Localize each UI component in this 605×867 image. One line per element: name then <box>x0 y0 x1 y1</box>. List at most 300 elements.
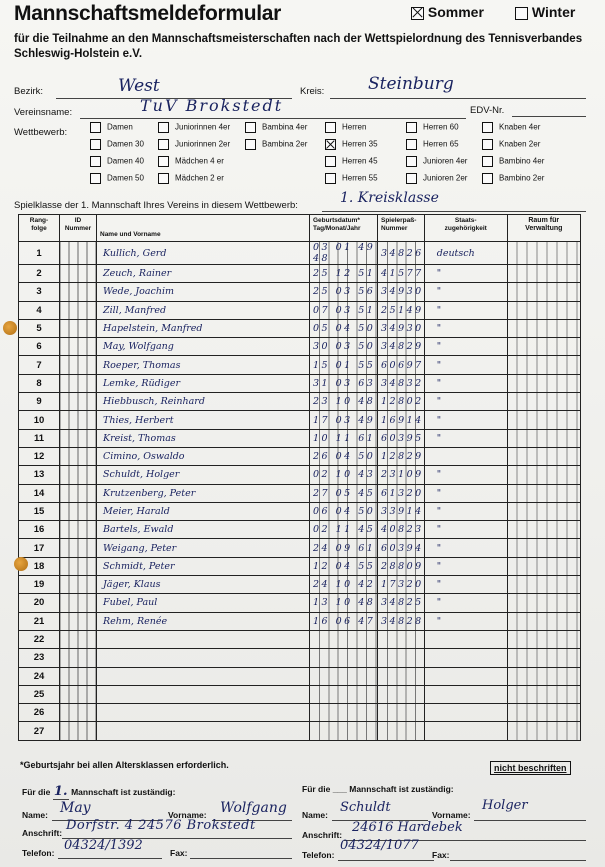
pass-number-cell[interactable]: 34930 <box>378 283 425 301</box>
nationality-cell[interactable]: " <box>424 557 507 575</box>
admin-cell <box>507 649 580 667</box>
wettbewerb-checkbox[interactable] <box>158 173 169 184</box>
birthdate-cell[interactable]: 17 03 49 <box>310 411 378 429</box>
pass-number-cell[interactable]: 41577 <box>378 265 425 283</box>
wettbewerb-option[interactable] <box>158 173 224 184</box>
rank-cell: 7 <box>19 356 60 374</box>
wettbewerb-option[interactable] <box>90 139 144 150</box>
name-cell[interactable]: Hapelstein, Manfred <box>97 319 310 337</box>
wettbewerb-checkbox[interactable] <box>158 156 169 167</box>
verein-label: Vereinsname: <box>14 107 73 118</box>
nationality-cell[interactable] <box>424 704 507 722</box>
name-cell[interactable]: Krutzenberg, Peter <box>97 484 310 502</box>
wettbewerb-option[interactable] <box>158 122 230 133</box>
rank-cell: 26 <box>19 704 60 722</box>
nationality-cell[interactable]: " <box>424 356 507 374</box>
punch-hole-bottom <box>14 557 28 571</box>
wettbewerb-option-label: Mädchen 4 er <box>175 156 224 166</box>
name-cell[interactable]: Schmidt, Peter <box>97 557 310 575</box>
nicht-beschriften-box: nicht beschriften <box>490 761 571 775</box>
col-name: Name und Vorname <box>97 215 310 242</box>
id-cell[interactable] <box>60 283 97 301</box>
pass-number-cell[interactable]: 28809 <box>378 557 425 575</box>
nationality-cell[interactable]: " <box>424 301 507 319</box>
wettbewerb-checkbox[interactable] <box>90 122 101 133</box>
wettbewerb-checkbox[interactable] <box>482 122 493 133</box>
pass-number-cell[interactable]: 12802 <box>378 393 425 411</box>
wettbewerb-checkbox[interactable] <box>406 122 417 133</box>
name-cell[interactable]: Schuldt, Holger <box>97 466 310 484</box>
wettbewerb-option[interactable] <box>245 122 307 133</box>
birthdate-cell[interactable] <box>310 704 378 722</box>
birthdate-cell[interactable] <box>310 722 378 740</box>
left-telefon-value[interactable]: 04324/1392 <box>64 838 143 853</box>
birthdate-cell[interactable]: 06 04 50 <box>310 502 378 520</box>
id-cell[interactable] <box>60 539 97 557</box>
left-name-value[interactable]: May <box>60 800 91 816</box>
edv-label: EDV-Nr. <box>470 105 505 116</box>
id-cell[interactable] <box>60 429 97 447</box>
pass-number-cell[interactable]: 34829 <box>378 338 425 356</box>
nationality-cell[interactable]: " <box>424 502 507 520</box>
wettbewerb-option[interactable] <box>158 156 224 167</box>
wettbewerb-checkbox[interactable] <box>245 122 256 133</box>
name-cell[interactable]: Thies, Herbert <box>97 411 310 429</box>
wettbewerb-option-label: Junioren 4er <box>423 156 468 166</box>
rank-cell: 14 <box>19 484 60 502</box>
rank-cell: 24 <box>19 667 60 685</box>
wettbewerb-option-label: Bambino 4er <box>499 156 545 166</box>
rank-cell: 17 <box>19 539 60 557</box>
id-cell[interactable] <box>60 630 97 648</box>
wettbewerb-option[interactable] <box>158 139 230 150</box>
wettbewerb-checkbox[interactable] <box>482 139 493 150</box>
table-row <box>19 630 581 648</box>
rank-cell: 16 <box>19 521 60 539</box>
rank-cell: 25 <box>19 685 60 703</box>
name-cell[interactable]: Zill, Manfred <box>97 301 310 319</box>
pass-number-cell[interactable]: 34826 <box>378 242 425 265</box>
birthdate-cell[interactable]: 15 01 55 <box>310 356 378 374</box>
wettbewerb-option-label: Damen 50 <box>107 173 144 183</box>
admin-cell <box>507 667 580 685</box>
admin-cell <box>507 447 580 465</box>
id-cell[interactable] <box>60 356 97 374</box>
wettbewerb-option[interactable] <box>90 156 144 167</box>
nationality-cell[interactable] <box>424 685 507 703</box>
name-cell[interactable]: Meier, Harald <box>97 502 310 520</box>
col-rang: Rang- folge <box>19 215 60 242</box>
left-vorname-value[interactable]: Wolfgang <box>220 800 287 816</box>
nationality-cell[interactable]: " <box>424 484 507 502</box>
wettbewerb-checkbox[interactable] <box>158 139 169 150</box>
id-cell[interactable] <box>60 649 97 667</box>
birthdate-cell[interactable]: 25 12 51 <box>310 265 378 283</box>
rank-cell: 19 <box>19 576 60 594</box>
wettbewerb-option-label: Herren 60 <box>423 122 459 132</box>
nationality-cell[interactable]: " <box>424 539 507 557</box>
wettbewerb-option[interactable] <box>90 173 144 184</box>
pass-number-cell[interactable]: 25149 <box>378 301 425 319</box>
nationality-cell[interactable] <box>424 667 507 685</box>
rank-cell: 9 <box>19 393 60 411</box>
bezirk-value[interactable]: West <box>118 76 160 96</box>
wettbewerb-option-label: Knaben 4er <box>499 122 541 132</box>
table-row <box>19 429 581 447</box>
wettbewerb-checkbox[interactable] <box>406 156 417 167</box>
nationality-cell[interactable]: " <box>424 265 507 283</box>
left-fax-label: Fax: <box>170 848 188 858</box>
nationality-cell[interactable]: " <box>424 393 507 411</box>
nationality-cell[interactable]: " <box>424 466 507 484</box>
admin-cell <box>507 301 580 319</box>
id-cell[interactable] <box>60 301 97 319</box>
nationality-cell[interactable]: " <box>424 338 507 356</box>
wettbewerb-option-label: Bambino 2er <box>499 173 545 183</box>
left-contact-title: Für die 1. Mannschaft ist zuständig: <box>22 784 176 799</box>
wettbewerb-option-label: Herren 55 <box>342 173 378 183</box>
rank-cell: 12 <box>19 447 60 465</box>
id-cell[interactable] <box>60 685 97 703</box>
id-cell[interactable] <box>60 576 97 594</box>
name-cell[interactable] <box>97 685 310 703</box>
wettbewerb-checkbox[interactable] <box>482 173 493 184</box>
birthdate-cell[interactable] <box>310 667 378 685</box>
birthdate-cell[interactable] <box>310 685 378 703</box>
admin-cell <box>507 521 580 539</box>
col-verwaltung: Raum für Verwaltung <box>507 215 580 242</box>
col-staat: Staats- zugehörigkeit <box>424 215 507 242</box>
name-cell[interactable] <box>97 667 310 685</box>
birthdate-cell[interactable]: 10 11 61 <box>310 429 378 447</box>
name-cell[interactable]: Wede, Joachim <box>97 283 310 301</box>
id-cell[interactable] <box>60 557 97 575</box>
left-anschrift-label: Anschrift: <box>22 828 63 838</box>
col-spielerpass: Spielerpaß- Nummer <box>378 215 425 242</box>
birthdate-cell[interactable]: 12 04 55 <box>310 557 378 575</box>
pass-number-cell[interactable]: 33914 <box>378 502 425 520</box>
admin-cell <box>507 466 580 484</box>
birthdate-cell[interactable]: 07 03 51 <box>310 301 378 319</box>
name-cell[interactable] <box>97 649 310 667</box>
birthdate-cell[interactable]: 31 03 63 <box>310 374 378 392</box>
nationality-cell[interactable]: " <box>424 429 507 447</box>
wettbewerb-checkbox[interactable] <box>406 139 417 150</box>
name-cell[interactable]: Kreist, Thomas <box>97 429 310 447</box>
name-cell[interactable]: Hiebbusch, Reinhard <box>97 393 310 411</box>
birthdate-cell[interactable]: 05 04 50 <box>310 319 378 337</box>
winter-label: Winter <box>531 4 576 20</box>
nationality-cell[interactable]: " <box>424 521 507 539</box>
right-contact-title: Für die ___ Mannschaft ist zuständig: <box>302 784 454 794</box>
wettbewerb-option[interactable] <box>325 122 366 133</box>
wettbewerb-option[interactable] <box>482 122 540 133</box>
kreis-value[interactable]: Steinburg <box>368 74 454 94</box>
nationality-cell[interactable]: " <box>424 374 507 392</box>
admin-cell <box>507 704 580 722</box>
wettbewerb-option[interactable] <box>90 122 133 133</box>
edv-line <box>512 116 586 117</box>
wettbewerb-checkbox[interactable] <box>325 139 336 150</box>
right-anschrift-label: Anschrift: <box>302 830 343 840</box>
wettbewerb-option-label: Herren <box>342 122 367 132</box>
wettbewerb-option-label: Bambina 2er <box>262 139 308 149</box>
table-row <box>19 539 581 557</box>
table-row <box>19 242 581 265</box>
right-telefon-value[interactable]: 04324/1077 <box>340 838 419 853</box>
admin-cell <box>507 502 580 520</box>
nationality-cell[interactable]: " <box>424 594 507 612</box>
rank-cell: 13 <box>19 466 60 484</box>
id-cell[interactable] <box>60 265 97 283</box>
name-cell[interactable] <box>97 704 310 722</box>
pass-number-cell[interactable]: 60697 <box>378 356 425 374</box>
table-row <box>19 594 581 612</box>
id-cell[interactable] <box>60 319 97 337</box>
nationality-cell[interactable] <box>424 649 507 667</box>
id-cell[interactable] <box>60 393 97 411</box>
right-anschrift-value[interactable]: 24616 Hardebek <box>352 820 463 835</box>
birthdate-cell[interactable]: 02 11 45 <box>310 521 378 539</box>
wettbewerb-option[interactable] <box>406 156 467 167</box>
wettbewerb-option-label: Bambina 4er <box>262 122 308 132</box>
right-telefon-label: Telefon: <box>302 850 335 860</box>
intro-text: für die Teilnahme an den Mannschaftsmeisterschaften nach der Wettspielordnung des Tennisverbandes Schleswig-Holstein e.V. <box>14 33 583 60</box>
id-cell[interactable] <box>60 374 97 392</box>
winter-checkbox[interactable] <box>515 7 528 20</box>
pass-number-cell[interactable]: 34828 <box>378 612 425 630</box>
wettbewerb-checkbox[interactable] <box>482 156 493 167</box>
wettbewerb-option-label: Mädchen 2 er <box>175 173 224 183</box>
wettbewerb-option[interactable] <box>406 139 459 150</box>
name-cell[interactable]: Bartels, Ewald <box>97 521 310 539</box>
id-cell[interactable] <box>60 484 97 502</box>
pass-number-cell[interactable] <box>378 649 425 667</box>
birthdate-cell[interactable]: 16 06 47 <box>310 612 378 630</box>
birthdate-cell[interactable]: 02 10 43 <box>310 466 378 484</box>
nationality-cell[interactable]: " <box>424 576 507 594</box>
rank-cell: 15 <box>19 502 60 520</box>
rank-cell: 22 <box>19 630 60 648</box>
wettbewerb-checkbox[interactable] <box>158 122 169 133</box>
table-row <box>19 283 581 301</box>
sommer-option[interactable] <box>411 4 484 20</box>
pass-number-cell[interactable]: 40823 <box>378 521 425 539</box>
birthdate-cell[interactable]: 24 09 61 <box>310 539 378 557</box>
wettbewerb-option-label: Damen 30 <box>107 139 144 149</box>
name-cell[interactable]: Fubel, Paul <box>97 594 310 612</box>
right-fax-label: Fax: <box>432 850 450 860</box>
pass-number-cell[interactable] <box>378 685 425 703</box>
nationality-cell[interactable]: " <box>424 283 507 301</box>
name-cell[interactable]: Kullich, Gerd <box>97 242 310 265</box>
nationality-cell[interactable]: deutsch <box>424 242 507 265</box>
sommer-label: Sommer <box>427 4 484 20</box>
nationality-cell[interactable] <box>424 722 507 740</box>
punch-hole-top <box>3 321 17 335</box>
admin-cell <box>507 630 580 648</box>
id-cell[interactable] <box>60 447 97 465</box>
team-table <box>18 214 581 741</box>
name-cell[interactable]: Roeper, Thomas <box>97 356 310 374</box>
name-cell[interactable]: Lemke, Rüdiger <box>97 374 310 392</box>
wettbewerb-checkbox[interactable] <box>90 156 101 167</box>
nationality-cell[interactable]: " <box>424 319 507 337</box>
sommer-checkbox[interactable] <box>411 7 424 20</box>
name-cell[interactable]: Jäger, Klaus <box>97 576 310 594</box>
wettbewerb-option[interactable] <box>325 173 378 184</box>
nationality-cell[interactable] <box>424 447 507 465</box>
id-cell[interactable] <box>60 411 97 429</box>
pass-number-cell[interactable]: 12829 <box>378 447 425 465</box>
birthdate-cell[interactable]: 24 10 42 <box>310 576 378 594</box>
wettbewerb-option[interactable] <box>245 139 307 150</box>
form-title: Mannschaftsmeldeformular <box>14 2 282 25</box>
footnote: *Geburtsjahr bei allen Altersklassen erforderlich. <box>20 760 229 770</box>
id-cell[interactable] <box>60 594 97 612</box>
name-cell[interactable] <box>97 722 310 740</box>
id-cell[interactable] <box>60 612 97 630</box>
table-row <box>19 338 581 356</box>
name-cell[interactable]: Cimino, Oswaldo <box>97 447 310 465</box>
birthdate-cell[interactable]: 23 10 48 <box>310 393 378 411</box>
id-cell[interactable] <box>60 338 97 356</box>
admin-cell <box>507 338 580 356</box>
pass-number-cell[interactable]: 34930 <box>378 319 425 337</box>
pass-number-cell[interactable] <box>378 667 425 685</box>
rank-cell: 8 <box>19 374 60 392</box>
left-anschrift-value[interactable]: Dorfstr. 4 24576 Brokstedt <box>66 818 256 833</box>
id-cell[interactable] <box>60 521 97 539</box>
wettbewerb-option-label: Junioren 2er <box>423 173 468 183</box>
nationality-cell[interactable] <box>424 630 507 648</box>
id-cell[interactable] <box>60 704 97 722</box>
wettbewerb-checkbox[interactable] <box>245 139 256 150</box>
wettbewerb-option[interactable] <box>482 173 544 184</box>
wettbewerb-checkbox[interactable] <box>90 139 101 150</box>
wettbewerb-checkbox[interactable] <box>325 122 336 133</box>
birthdate-cell[interactable]: 13 10 48 <box>310 594 378 612</box>
rank-cell: 20 <box>19 594 60 612</box>
wettbewerb-option[interactable] <box>482 156 544 167</box>
nationality-cell[interactable]: " <box>424 612 507 630</box>
pass-number-cell[interactable]: 34825 <box>378 594 425 612</box>
wettbewerb-option-label: Herren 45 <box>342 156 378 166</box>
admin-cell <box>507 722 580 740</box>
left-name-label: Name: <box>22 810 48 820</box>
pass-number-cell[interactable] <box>378 630 425 648</box>
birthdate-cell[interactable] <box>310 649 378 667</box>
admin-cell <box>507 374 580 392</box>
rank-cell: 6 <box>19 338 60 356</box>
table-row <box>19 612 581 630</box>
rank-cell: 11 <box>19 429 60 447</box>
rank-cell: 4 <box>19 301 60 319</box>
name-cell[interactable]: Rehm, Renée <box>97 612 310 630</box>
verein-value[interactable]: TuV Brokstedt <box>140 96 284 115</box>
table-row <box>19 502 581 520</box>
pass-number-cell[interactable] <box>378 704 425 722</box>
pass-number-cell[interactable]: 60394 <box>378 539 425 557</box>
wettbewerb-option-label: Knaben 2er <box>499 139 541 149</box>
birthdate-cell[interactable]: 26 04 50 <box>310 447 378 465</box>
pass-number-cell[interactable]: 23109 <box>378 466 425 484</box>
name-cell[interactable]: Zeuch, Rainer <box>97 265 310 283</box>
birthdate-cell[interactable]: 30 03 50 <box>310 338 378 356</box>
wettbewerb-option[interactable] <box>482 139 540 150</box>
table-row <box>19 576 581 594</box>
right-vorname-value[interactable]: Holger <box>482 798 528 813</box>
id-cell[interactable] <box>60 466 97 484</box>
table-row <box>19 356 581 374</box>
wettbewerb-option[interactable] <box>406 173 467 184</box>
col-geburtsdatum: Geburtsdatum* Tag/Monat/Jahr <box>310 215 378 242</box>
rank-cell: 21 <box>19 612 60 630</box>
name-cell[interactable]: May, Wolfgang <box>97 338 310 356</box>
winter-option[interactable] <box>515 4 575 20</box>
id-cell[interactable] <box>60 502 97 520</box>
pass-number-cell[interactable]: 61320 <box>378 484 425 502</box>
wettbewerb-label: Wettbewerb: <box>14 127 68 138</box>
spielklasse-value[interactable]: 1. Kreisklasse <box>340 190 439 206</box>
name-cell[interactable] <box>97 630 310 648</box>
admin-cell <box>507 356 580 374</box>
nationality-cell[interactable]: " <box>424 411 507 429</box>
pass-number-cell[interactable]: 60395 <box>378 429 425 447</box>
wettbewerb-checkbox[interactable] <box>325 156 336 167</box>
id-cell[interactable] <box>60 722 97 740</box>
birthdate-cell[interactable]: 25 03 56 <box>310 283 378 301</box>
rank-cell: 23 <box>19 649 60 667</box>
wettbewerb-option[interactable] <box>406 122 459 133</box>
id-cell[interactable] <box>60 242 97 265</box>
name-cell[interactable]: Weigang, Peter <box>97 539 310 557</box>
admin-cell <box>507 685 580 703</box>
table-row <box>19 649 581 667</box>
pass-number-cell[interactable]: 16914 <box>378 411 425 429</box>
admin-cell <box>507 283 580 301</box>
table-row <box>19 484 581 502</box>
wettbewerb-option[interactable] <box>325 156 378 167</box>
spielklasse-line <box>322 211 586 212</box>
kreis-label: Kreis: <box>300 86 325 97</box>
birthdate-cell[interactable]: 27 05 45 <box>310 484 378 502</box>
birthdate-cell[interactable]: 03 01 49 48 <box>310 242 378 265</box>
wettbewerb-option-label: Damen 40 <box>107 156 144 166</box>
rank-cell: 3 <box>19 283 60 301</box>
table-row <box>19 685 581 703</box>
wettbewerb-option-label: Damen <box>107 122 133 132</box>
wettbewerb-checkbox[interactable] <box>406 173 417 184</box>
rank-cell: 5 <box>19 319 60 337</box>
wettbewerb-option-label: Herren 65 <box>423 139 459 149</box>
wettbewerb-checkbox[interactable] <box>325 173 336 184</box>
pass-number-cell[interactable]: 34832 <box>378 374 425 392</box>
wettbewerb-checkbox[interactable] <box>90 173 101 184</box>
admin-cell <box>507 612 580 630</box>
pass-number-cell[interactable] <box>378 722 425 740</box>
table-header <box>19 215 581 242</box>
birthdate-cell[interactable] <box>310 630 378 648</box>
table-row <box>19 301 581 319</box>
table-row <box>19 393 581 411</box>
right-name-value[interactable]: Schuldt <box>340 800 391 815</box>
pass-number-cell[interactable]: 17320 <box>378 576 425 594</box>
right-name-label: Name: <box>302 810 328 820</box>
table-row <box>19 722 581 740</box>
id-cell[interactable] <box>60 667 97 685</box>
wettbewerb-option[interactable] <box>325 139 378 150</box>
